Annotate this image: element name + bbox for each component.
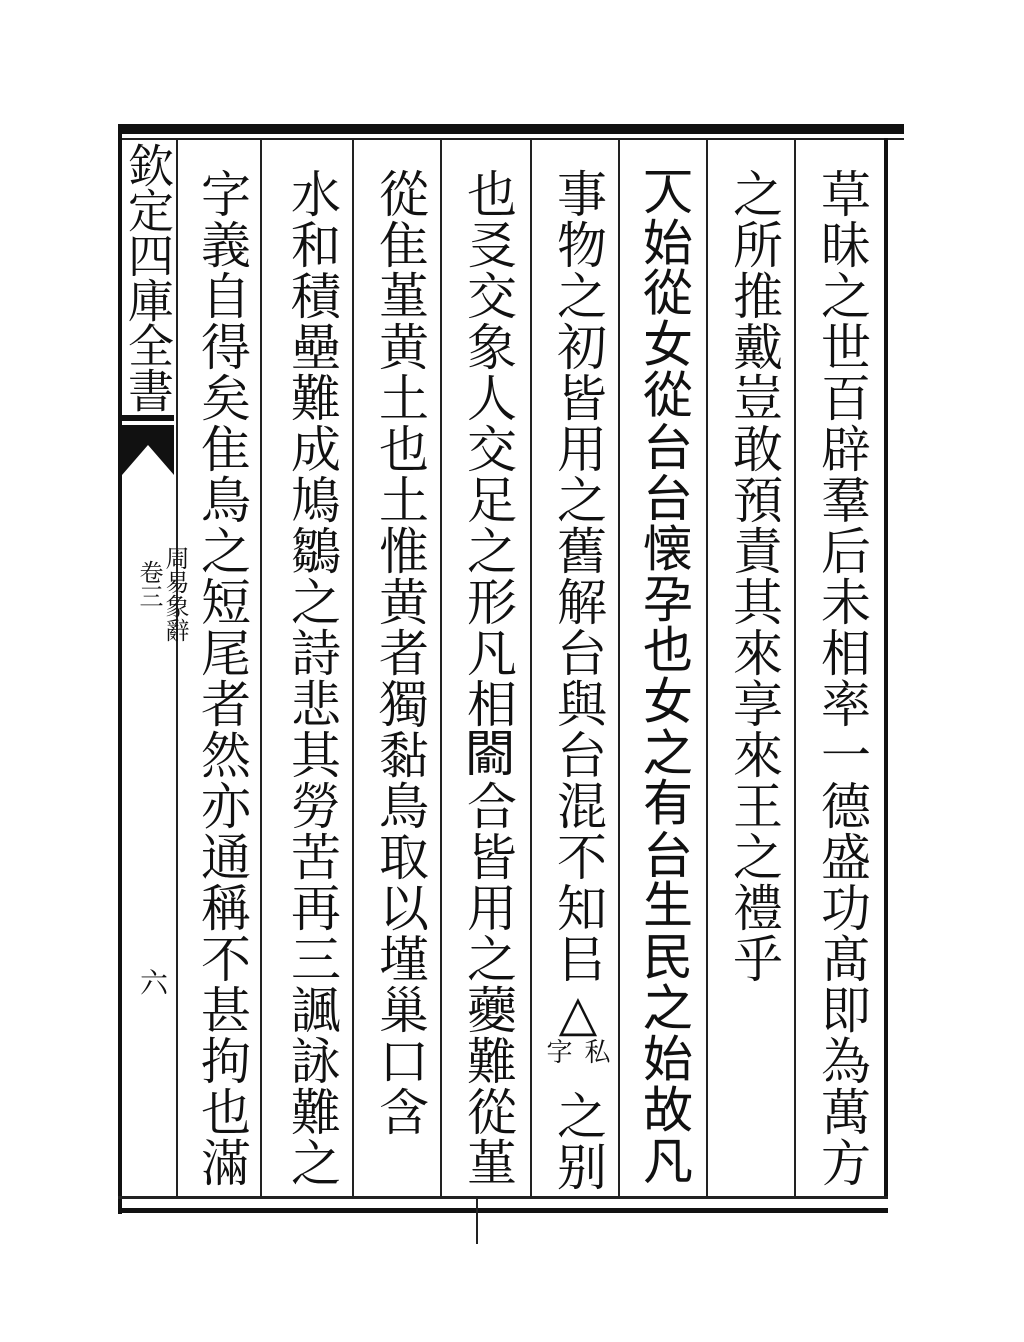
collection-title: 欽定四庫全書 [121,142,175,412]
frame-top-border [118,124,904,134]
column-divider [618,138,620,1198]
column-divider [794,138,796,1198]
text-column-7: 水和積壘難成鳩鶵之詩悲其勞苦再三諷詠難之 [283,168,341,1188]
text-column-2: 之所推戴豈敢預責其來享來王之禮乎 [725,168,783,984]
volume-label: 卷三 [135,560,163,608]
column-divider [530,138,532,1198]
column-divider [260,138,262,1198]
annotation-small-right: 私 [580,1038,610,1064]
frame-bottom-border [118,1208,888,1213]
column-divider [440,138,442,1198]
text-column-4-tail: 之别 [549,1090,607,1192]
column-divider [352,138,354,1198]
column-divider [706,138,708,1198]
frame-bottom-inner-rule [118,1196,888,1199]
text-column-4: 事物之初皆用之舊解台與台混不知㠯△ [549,168,607,1043]
frame-right-border [884,138,888,1198]
page-number: 六 [136,968,169,996]
text-column-1: 草昧之世百辟羣后未相率一德盛功髙即為萬方 [813,168,871,1188]
spine-mark [476,1196,478,1244]
frame-top-inner-rule [118,138,904,140]
fishtail-mark-icon [122,415,174,477]
text-column-8: 字義自得矣隹鳥之短尾者然亦通稱不甚拘也滿 [193,168,251,1188]
annotation-small-left: 字 [542,1038,572,1064]
text-column-5: 也㕛交象人交足之形凡相𨵦合皆用之虁難從堇 [459,168,517,1188]
text-column-6: 從隹堇黄土也土惟黄者獨黏鳥取以墐巢口含 [371,168,429,1137]
book-title: 周易象辭 [161,546,189,642]
text-column-3: 𠆣始從女從台台懐孕也女之有台生民之始故凡 [637,168,695,1188]
